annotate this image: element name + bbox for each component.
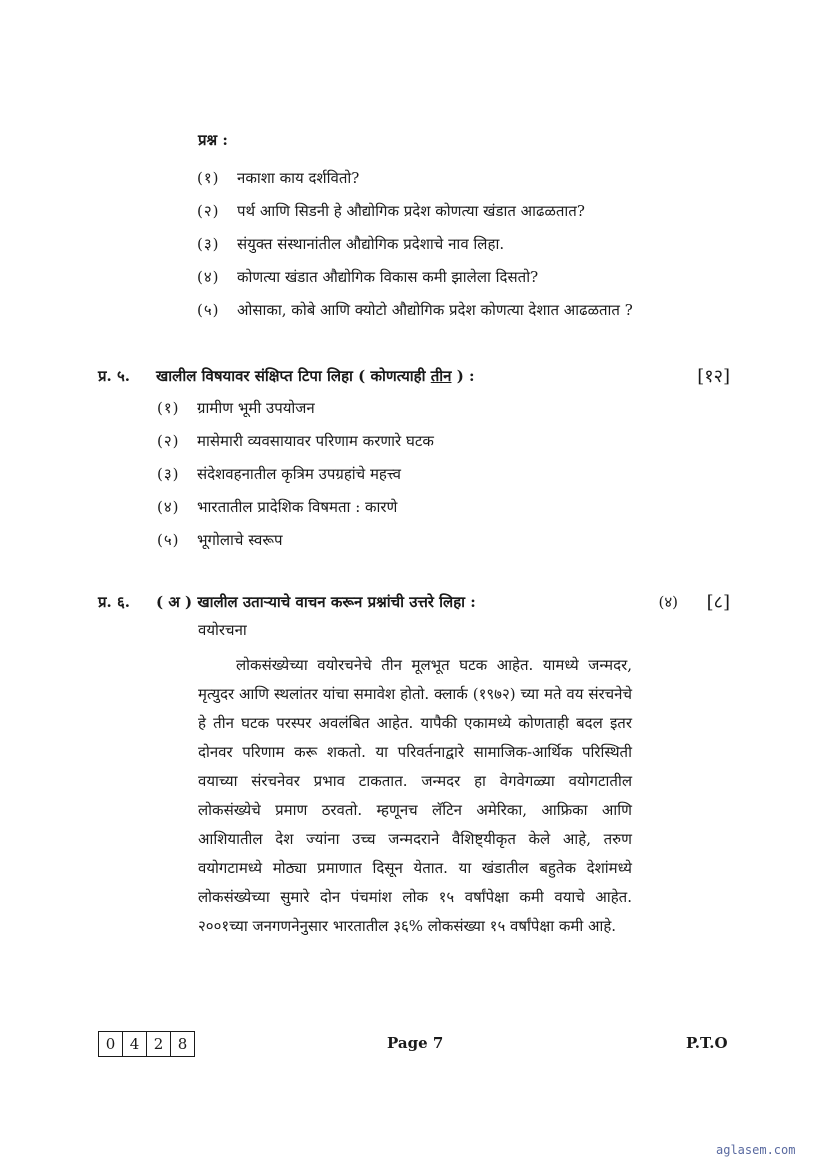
list-item [197,228,637,261]
marks-badge: [१२] [697,366,730,387]
list-item [157,392,557,425]
question-title: ( अ ) खालील उताऱ्याचे वाचन करून प्रश्नांची उत्तरे लिहा : [156,593,476,611]
item-number: (२) [157,432,180,450]
q4-question-list [197,162,637,325]
question-heading: प्रश्न : [198,131,228,149]
item-text: भूगोलाचे स्वरूप [197,531,283,549]
title-text-end: ) : [451,367,475,385]
question-number: प्र. ६. [98,593,131,611]
watermark: aglasem.com [716,1143,796,1157]
item-number: (५) [197,301,220,319]
paper-code-box [98,1031,195,1057]
title-underlined: तीन [430,367,452,385]
q5-topic-list [157,392,557,557]
item-number: (३) [157,465,180,483]
list-item [157,425,557,458]
item-number: (१) [157,399,180,417]
list-item [157,491,557,524]
code-digit: 8 [177,1035,188,1053]
page-number: Page 7 [387,1034,444,1052]
item-number: (३) [197,235,220,253]
passage-title: वयोरचना [198,621,247,639]
question-number: प्र. ५. [98,367,131,385]
item-number: (५) [157,531,180,549]
item-text: ओसाका, कोबे आणि क्योटो औद्योगिक प्रदेश कोणत्या देशात आढळतात ? [237,301,633,319]
pto-label: P.T.O [686,1034,728,1052]
item-text: पर्थ आणि सिडनी हे औद्योगिक प्रदेश कोणत्या खंडात आढळतात? [237,202,585,220]
item-text: संदेशवहनातील कृत्रिम उपग्रहांचे महत्त्व [197,465,402,483]
item-number: (२) [197,202,220,220]
title-text: खालील विषयावर संक्षिप्त टिपा लिहा ( कोणत्याही [156,367,431,385]
item-text: भारतातील प्रादेशिक विषमता : कारणे [197,498,398,516]
item-text: नकाशा काय दर्शवितो? [237,169,360,187]
marks-badge: [८] [706,592,730,613]
passage-text: लोकसंख्येच्या वयोरचनेचे तीन मूलभूत घटक आहेत. यामध्ये जन्मदर, मृत्युदर आणि स्थलांतर यांचा समावेश होतो. क्लार्क (१९७२) च्या मते वय संरचनेचे हे तीन घटक परस्पर अवलंबित आहेत. यापैकी एकामध्ये कोणताही बदल इतर दोनवर परिणाम करू शकतो. या परिवर्तनाद्वारे सामाजिक-आर्थिक परिस्थिती वयाच्या संरचनेवर प्रभाव टाकतात. जन्मदर हा वेगवेगळ्या वयोगटातील लोकसंख्येचे प्रमाण ठरवतो. म्हणूनच लॅटिन अमेरिका, आफ्रिका आणि आशियातील देश ज्यांना उच्च जन्मदराने वैशिष्ट्यीकृत केले आहे, तरुण वयोगटामध्ये मोठ्या प्रमाणात दिसून येतात. या खंडातील बहुतेक देशांमध्ये लोकसंख्येच्या सुमारे दोन पंचमांश लोक १५ वर्षांपेक्षा कमी वयाचे आहेत. २००१च्या जनगणनेनुसार भारतातील ३६% लोकसंख्या १५ वर्षांपेक्षा कमी आहे. [198,656,632,935]
list-item [197,296,637,325]
item-text: ग्रामीण भूमी उपयोजन [197,399,315,417]
item-number: (१) [197,169,220,187]
list-item [157,458,557,491]
item-number: (४) [157,498,180,516]
code-digit: 4 [123,1032,147,1056]
item-text: संयुक्त संस्थानांतील औद्योगिक प्रदेशाचे नाव लिहा. [237,235,505,253]
code-digit: 2 [147,1032,171,1056]
question-title [156,366,475,386]
list-item [197,195,637,228]
list-item [197,162,637,195]
sub-marks: (४) [658,593,678,611]
list-item [157,524,557,557]
code-digit: 0 [99,1032,123,1056]
item-number: (४) [197,268,220,286]
item-text: कोणत्या खंडात औद्योगिक विकास कमी झालेला दिसतो? [237,268,539,286]
list-item [197,261,637,294]
item-text: मासेमारी व्यवसायावर परिणाम करणारे घटक [197,432,434,450]
